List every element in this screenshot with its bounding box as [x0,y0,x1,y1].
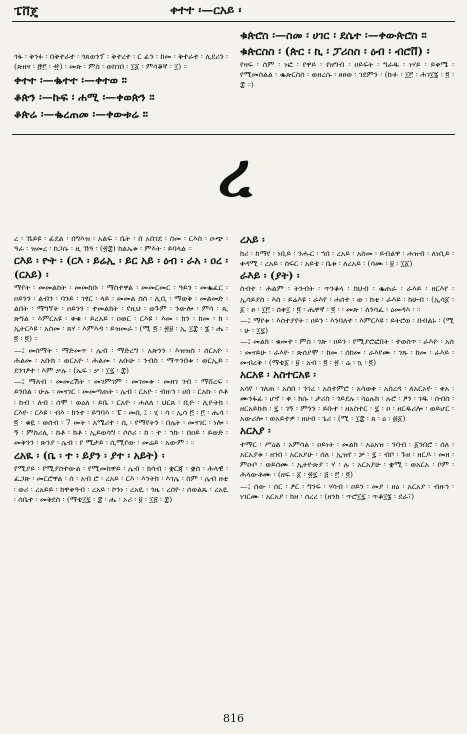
right-headword-2: ራእይ ፡ (ያት) ፡ [240,269,300,282]
right-headword-6: አርአዩ ፡ አስተርአዩ ፡ [240,369,316,382]
left-entry-4: —፤ ማለብ ፡ መመረሽት ፡ መገምገም ፡ መገመቱ ፡ መዘገ ገብ ፡ ማሸረፍ ፡ ይንበል ፡ ሁሉ ፡ መናገር ፡ መመጣጠት ፡ ሌብ ፡ ርአዮ ፡ ብዙኅ ፡ ሀበ ፡ ርአኩ ፡ ሶቶ ፡ ከብ ፡ ለብ ፡ ሰሞ ፡ ወዕለ ፡ ይቤ ፡ ርአዮ ፡ ሐለለ ፡ ህርጸ ፡ ቢዮ ፡ ሊዮትክ ፡ ርእዮ ፡ ርእዩ ፡ ብእ ፡ ክንተ ፡ ይግባእ ፡ ፔ ፡ መቢ ፤ ፡ ሂ ፡ ሳ ፡ ኢሳ ፫ ፡ ፫ ፡ ሔሳ ፡ ፬ ፡ ቁዬ ፡ ወሰብ ፡ 7 መት ፡ አሜሪተ ፡ ሲ ፡ የማየትን ፡ በሌት ፡ መናገር ፡ ነሎ ፡ ኝ ፡ ምስሪሊ ፡ ከቶ ፡ ክቶ ፡ ኢይወሳግ ፡ ሶሶሪ ፡ ከ ፡ ተ ፡ ኅኩ ፡ በዐይ ፡ ይወድ ፡ መቅንን ፡ ጽንያ ፡ ሌብ ፡ የ ሚታይ ፡ ሲሚየው ፡ መሬይ ፡ አውም ፡ ። [14,377,228,448]
top-right-block [240,28,454,132]
left-entry-3: —፤ መስማት ፡ ማድመጥ ፡ ሌብ ፡ ማድረግ ፡ አጽንን ፡ እዝዝስ ፡ ሰርአዮ ፡ ሕልመ ፡ አቡክ ፡ ወርአዮ ፡ ሕልመ ፡ አቡሁ ፡ ንብስ ፡ ማጥንበቱ ፡ ወርኢይ ፡ ደንገፆተ ፡ እም ቃሉ ፡ (ኤፍ ፡ ቃ ፡ ፲፯ ፡ ፰) [14,345,228,376]
header-running-title: ቀተተ ፡—ርአይ ፡ [170,3,242,17]
top-left-line-3: ቆጵሬ ፡—ቈረጠመ ፡—ቀውቱሬ ። [14,108,148,122]
top-left-line-2: ቆጵን ፡—ኩፍ ፡ ሐሚ ፡—ቀወጵን ። [14,91,155,105]
top-left-block [14,52,228,134]
right-entry-7: አሳየ ፡ ገለጠ ፡ አስበ ፡ ንገረ ፡ አስተምሮ ፡ አሳወቀ ፡ አስረዳ ፡ ለአርኦዮ ፡ ቀአ ፡ ሙንፋፊ ፡ ሆኖ ፡ ቀ ፡ ክሱ ፡ ታሪስ ፡ ጎይደሉ ፡ ሳዕሉክ ፡ ሉሮ ፡ ፆን ፡ ገዱ ፡ ሰብስ ፡ ዘርአይኩክ ፡ ፯ ፡ ገኝ ፡ ምንን ፡ ይቡተ ፡ ዘአስተር ፡ ፯ ፡ ዐ ፡ ዘርዱሪሎ ፡ ወይሆር ፡ አውሪሎ ፡ ወአይተዎ ፡ ዘሀብ ፡ ጌሪ ፡ (ሚ ፡ ፲፰ ፡ ጸ ፡ ዕ ፡ ፴፩) [240,383,454,424]
left-headword-5: ረአዪ ፡ (ቤ ፡ ተ ፡ ይያን ፡ ያተ ፡ አይት) ፡ [14,449,165,462]
right-headword-8: አርአያ ፡ [240,425,271,438]
header-left: ፔቨጄ [14,4,39,18]
top-right-paragraph: የዛፍ ፡ ስም ፡ ነፎ ፡ የዋይ ፡ የዘግብ ፡ ዐይፍት ፡ ግራዱ ፡ ነሃይ ፡ ይቀሜ ፡ የሚመስልል ፡ ቈጵርስስ ፡ ወዘረሱ ፡ ፀፀወ ፡ ገደምን ፡ (ኩፉ ፡ ፲፫ ፡ ሕገ፲፮ ፡ ፬ ፡ ፰ ።) [240,60,454,90]
top-left-line-1: ቀተተ ፡—ቈተተ ፡—ቀተወ ። [14,74,127,88]
right-entry-1: ክሪ ፡ ከማየ ፡ ነቢይ ፡ ንሑር ፡ ኀበ ፡ ረአይ ፡ አስመ ፡ ይብልዋ ፡ ሐዝብ ፡ ለነቢይ ፡ ቀዳሚ ፡ ረአይ ፡ ስፍር ፡ አይቴ ፡ ቤቱ ፡ ለረአይ ፡ (ሳሙ ፡ ፱ ፡ ፲፩) [240,248,454,268]
right-entry-3: ስብተ ፡ ሕልም ፡ ትንብት ፡ ጥንቆላ ፡ ክህብ ፡ ቈጠራ ፡ ራእይ ፡ ዘርእየ ፡ ኢሳይያስ ፡ እስ ፡ ይሬእዩ ፡ ራእየ ፡ ሐሰተ ፡ ወ ፡ ክቲ ፡ ራእይ ፡ ክሁብ ፡ (ኢሳ፩ ፡ ፩ ፡ ፀ ፡ ፲፫ ፡ ሰቀ፲ ፡ ፬ ፡ ሔዋኛ ፡ ፬ ፡ ፡ መጽ ፡ ለንሳፈ ፡ ዕመዳእ ፡ ። [240,284,454,314]
right-headword-0: ረአይ ፡ [240,234,265,246]
section-letter-glyph [200,136,270,216]
top-left-paragraph: ጎፋ ፡ ቅንፉ ፡ በቅተራተ ፡ ጎጸወንፕ ፡ ቅተረተ ፡ ር ፊን ፡ ከመ ፡ ቅተራተ ፡ ሊደሪን ፡ (ጽዘና ፡ ፸፫ ፡ ፹) ፡ መጽ ፡ ምስ ፡ ወከገበ ፡ ፲፩ ፡ ምሳቖኛ ፡ ፲) ። [14,52,228,72]
page-number: 816 [223,712,244,725]
right-entry-4: —፤ ማየቱ ፡ እስተያየት ፡ ዐይን ፡ እንባለተ ፡ እምርእዩ ፡ ይትሮወ ፡ በብልኑ ፡ (ሚ ፡ ሁ ፡ ፲፯) [240,316,454,336]
left-headword-1: ርእይ ፡ ዮት ፡ (ርእ ፡ ይሬኢ ፡ ይር አይ ፡ ዕብ ፡ ራአ ፡ ዐረ ፡ (ርአይ) ፡ [14,255,228,281]
section-letter: ረ [217,138,253,211]
left-entry-0: ረ ፡ ኼይዩ ፡ ፊደል ፡ በግእዝ ፡ አልፍ ፡ ቤት ፡ በ አበገደ ፡ ስመ ፡ ርእስ ፡ ዑጭ ፡ ዓራ ፡ ዝመረ ፡ ከጋሱ ፡ ዚ ኽዓ ፡ (፳፰) ክልኤቱ ፡ ምእት ፡ ይባላል ። [14,234,228,254]
left-column [14,234,228,704]
top-right-heading-2: ቁጵርስስ ፡ (ጵር ፡ ኪ ፡ ፓሪስስ ፡ ዕብ ፡ ብሮቨ) ፡ [240,45,430,58]
right-entry-10: —፤ ሰው ፡ ሰር ፡ ፆር ፡ ግንፍ ፡ ሃሳብ ፡ ዐይን ፡ መያ ፡ ዘዕ ፡ አርአያ ፡ ብዙኅ ፡ ነገርሙ ፡ አርአያ ፡ ክዘ ፡ ሰረረ ፡ (ዘንክ ፡ ጥሮ፲፯ ፡ ጥቆ፲፮ ፡ ደራ፣) [240,481,454,501]
top-right-heading: ቁጵሮስ ፡—ስመ ፡ ሀገር ፡ ደሴተ ፡—ቀውጵሮስ ። [240,29,427,42]
left-entry-2: ማየት ፡ መመልከት ፡ መመከቡ ፡ ማስተዋል ፡ መመርመር ፡ ዓይን ፡ መቈፈር ፡ ዐይንን ፡ ልብን ፡ ባንይ ፡ ገፃር ፡ ላይ ፡ መመል ስስ ፡ ሊቢ ፡ ማወቅ ፡ መልመድ ፡ ልበት ፡ ማግኘት ፡ ዐይንን ፡ ተመልክት ፡ የዚህ ፡ ወጉም ፡ ንውሎ ፡ ምሳ ፡ ጺ ጽግል ፡ እምርአዩ ፡ ቀቁ ፡ ይረአይ ፡ ዐወር ፡ ርእዩ ፡ እመ ፡ ክን ፡ ከመ ፡ ክ ፡ ኢትርእዩ ፡ አስመ ፡ ጸሃ ፡ እምእዳ ፡ ይዝመራ ፡ (ሚ ፬ ፡ ፳፱ ፡ ኢ ፲፰ ፡ ፮ ፡ ሔ ፡ ፬ ፡ ፬) ። [14,283,228,344]
section-rule [12,134,455,135]
right-entry-5: —፤ መልክ ፡ ቁመተ ፡ ምስ ፡ ገጽ ፡ ዐይን ፡ የሚያሮፎበት ፡ ተወስጥ ፡ ራእዮ ፡ አስ ፡ መናይሁ ፡ ራእዮ ፡ ጽሰያሞ ፡ ከመ ፡ ሰከመ ፡ ራእየሙ ፡ ገጹ ፡ ከመ ፡ ራእይ ፡ መብረቅ ፡ (ማቴ፩ ፡ ፱ ፡ አብ ፡ ፬ ፡ ፳ ፡ ሬ ፡ ኳ ፡ ፬) [240,337,454,367]
header-rule [12,21,455,22]
right-entry-9: ተማር ፡ ሥዕል ፡ አምሳል ፡ ዐይነት ፡ መልክ ፡ አዕአዝ ፡ ንባብ ፡ ፩ንበሮ ፡ ሰለ ፡ አርአያቱ ፡ ዘንበ ፡ አርአያሁ ፡ ሰለ ፡ ኢዝየ ፡ ቻ ፡ ፯ ፡ ብቦ ፡ ጉዘ ፡ ዘርዶ ፡ መዘ ፡ ምዑቦ ፡ ወይሰሙ ፡ ኢትዮጵያ ፡ ሃ ፡ ሉ ፡ አርአያሁ ፡ ቋሚ ፡ ወአርአ ፡ ቦም ፡ ሕላውቶሙ ፡ (ዘፍ ፡ ፩ ፡ ፳፯ ፡ ፭ ፡ ፫ ፡ ፬) [240,439,454,480]
right-column [240,234,454,704]
page-header [0,0,467,22]
left-entry-6: የሚያይ ፡ የሚያስተውል ፡ የሚመከዋይ ፡ ሌብ ፡ ክሳብ ፡ ቋርጃ ፡ ቋስ ፡ ሕላዊ ፡ ፈጋጽ ፡ መርሮዋል ፡ ሰ ፡ አብ ሮ ፡ ረአይ ፡ ርእ ፡ እንትክ ፡ እገሌ ፡ ስም ፡ ሌብ ዘቲ ፡ ወሪ ፡ ረአይይ ፡ ክዋቀዓብ ፡ ረአይ ፡ ኮንነ ፡ ረአዪ ፡ ጎዜ ፡ ረሰዮ ፡ ሰወልጼ ፡ ረአዪ ፡ ሰቤተ ፡ መቅደስ ፡ (ማቴ፲፯ ፡ ፰ ፡ ሔ ፡ ኦሪ ፡ ፱ ፡ ፲፭ ፡ ፰) [14,464,228,504]
